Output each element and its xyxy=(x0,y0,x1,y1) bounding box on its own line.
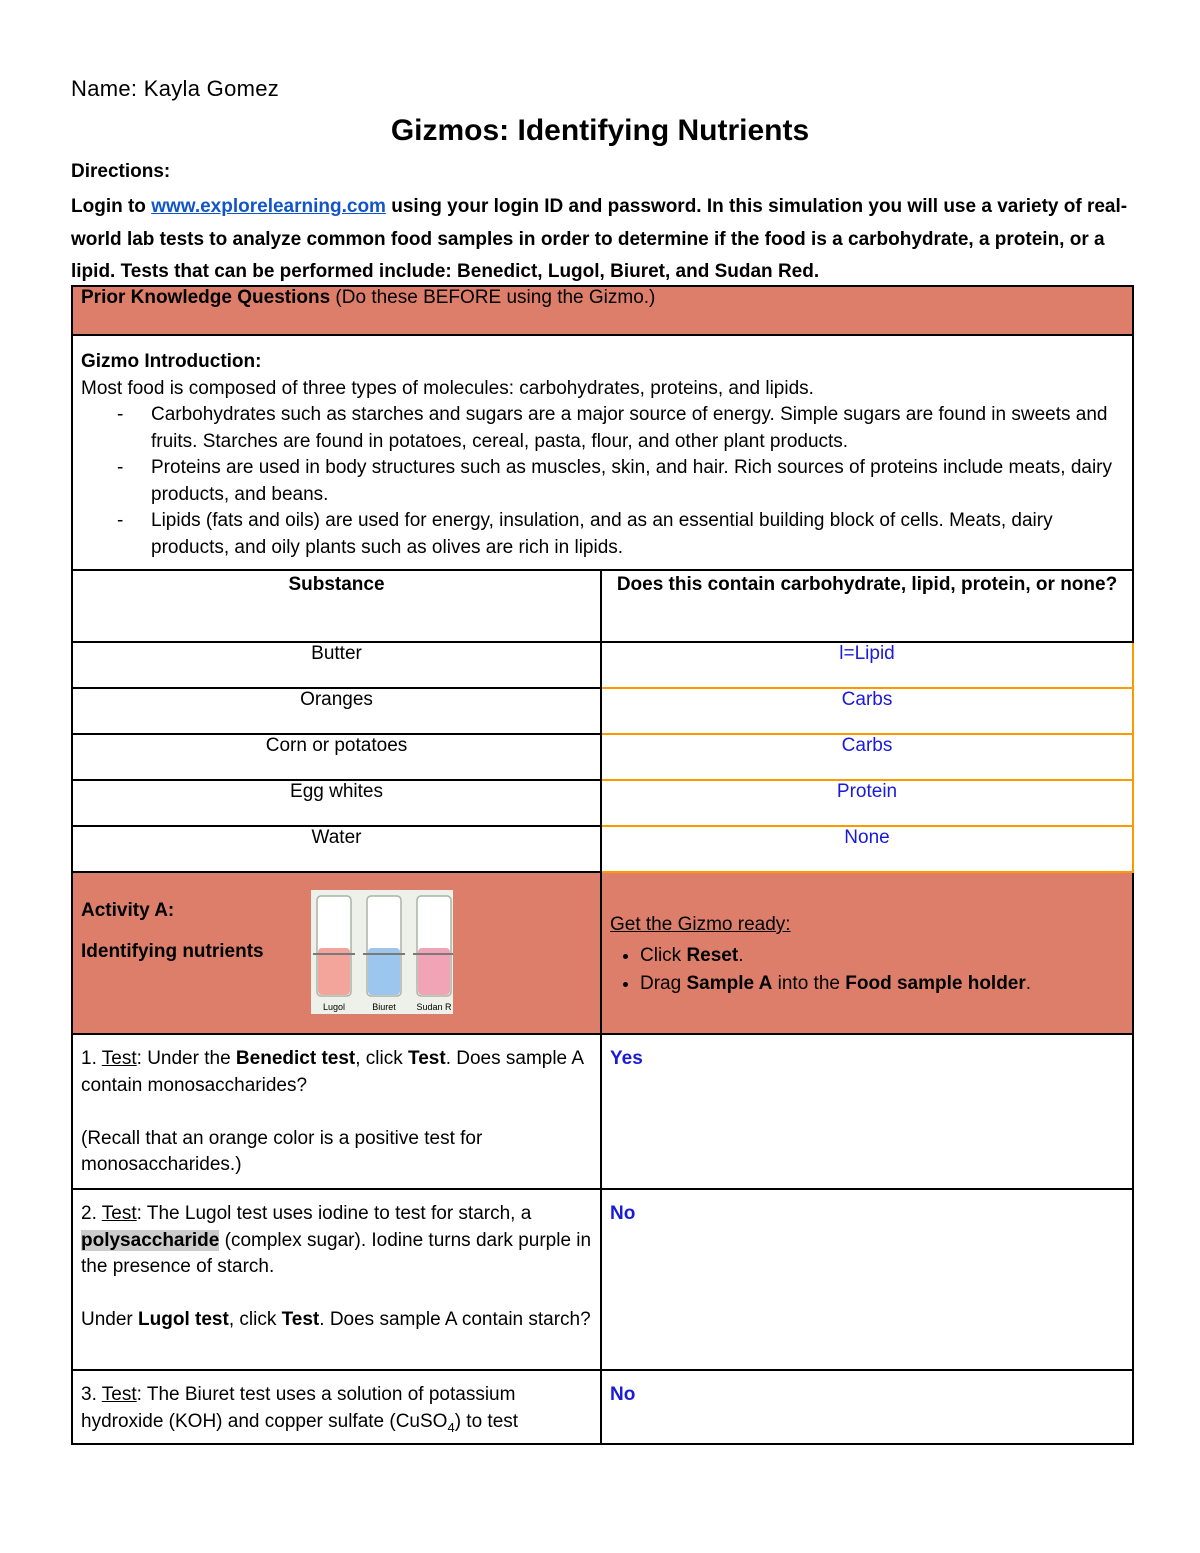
intro-heading: Gizmo Introduction: xyxy=(81,351,262,372)
substance-cell: Corn or potatoes xyxy=(72,734,601,780)
directions-label: Directions: xyxy=(71,161,171,182)
student-name: Kayla Gomez xyxy=(143,76,280,101)
table-row xyxy=(72,780,1133,826)
directions-post: using your login ID and password. In this simulation you will use a variety of real-world lab tests to analyze common food samples in order to determine if the food is a carbohydrate, a protein, or a lipid. Tests that can be performed include: Benedict, Lugol, Biuret, and Sudan Red. xyxy=(71,196,1128,282)
tube-label-lugol: Lugol xyxy=(322,1002,346,1012)
gizmo-introduction xyxy=(72,335,1133,570)
question-3-row xyxy=(72,1370,1133,1444)
intro-bullet-list xyxy=(81,402,1124,561)
table-row xyxy=(72,734,1133,780)
question-1-row xyxy=(72,1034,1133,1189)
get-gizmo-ready-cell xyxy=(601,872,1133,1034)
substance-table-header xyxy=(72,570,1133,642)
intro-row xyxy=(72,335,1133,570)
question-3-prompt: 3. Test: The Biuret test uses a solution of potassium hydroxide (KOH) and copper sulfate (CuSO$_4$) to test xyxy=(72,1370,601,1444)
prior-knowledge-note: (Do these BEFORE using the Gizmo.) xyxy=(330,287,656,308)
tube-label-biuret: Biuret xyxy=(372,1002,396,1012)
student-name-line xyxy=(71,76,279,102)
intro-bullet-lipids: - Lipids (fats and oils) are used for energy, insulation, and as an essential building block of cells. Meats, dairy products, and oily plants such as olives are rich in lipids. xyxy=(81,508,1124,561)
gizmo-ready-steps xyxy=(610,942,1124,998)
table-row xyxy=(72,826,1133,872)
directions-text xyxy=(71,191,1133,289)
step-drag-sample-a: • Drag Sample A into the Food sample holder. xyxy=(640,970,1124,998)
question-1-note: (Recall that an orange color is a positive test for monosaccharides.) xyxy=(81,1127,483,1175)
answer-cell[interactable]: l=Lipid xyxy=(601,642,1133,688)
activity-a-title xyxy=(81,890,264,972)
activity-a-subtitle: Identifying nutrients xyxy=(81,941,264,962)
substance-cell: Oranges xyxy=(72,688,601,734)
question-1-answer[interactable]: Yes xyxy=(601,1034,1133,1189)
answer-cell[interactable]: Protein xyxy=(601,780,1133,826)
intro-bullet-carbohydrates: - Carbohydrates such as starches and sugars are a major source of energy. Simple sugars are found in sweets and fruits. Starches are found in potatoes, cereal, pasta, flour, and other plant products. xyxy=(81,402,1124,455)
intro-bullet-proteins: - Proteins are used in body structures such as muscles, skin, and hair. Rich sources of proteins include meats, dairy products, and beans. xyxy=(81,455,1124,508)
prior-knowledge-header xyxy=(72,286,1133,335)
substance-column-header: Substance xyxy=(72,570,601,642)
prior-knowledge-row xyxy=(72,286,1133,335)
table-row xyxy=(72,642,1133,688)
worksheet-table xyxy=(71,285,1134,1445)
contains-column-header: Does this contain carbohydrate, lipid, protein, or none? xyxy=(601,570,1133,642)
table-row xyxy=(72,688,1133,734)
question-2-row xyxy=(72,1189,1133,1370)
question-3-answer[interactable]: No xyxy=(601,1370,1133,1444)
directions-pre: Login to xyxy=(71,196,152,217)
activity-a-label: Activity A: xyxy=(81,900,175,921)
question-1-prompt: 1. Test: Under the Benedict test, click Test. Does sample A contain monosaccharides? (Recall that an orange color is a positive test for monosaccharides.) xyxy=(72,1034,601,1189)
explorelearning-link[interactable]: www.explorelearning.com xyxy=(151,196,386,217)
tube-label-sudan: Sudan R xyxy=(416,1002,452,1012)
page-title: Gizmos: Identifying Nutrients xyxy=(390,114,810,147)
intro-lead: Most food is composed of three types of molecules: carbohydrates, proteins, and lipids. xyxy=(81,377,814,399)
test-tubes-image xyxy=(311,890,453,1014)
answer-cell[interactable]: None xyxy=(601,826,1133,872)
activity-a-row xyxy=(72,872,1133,1034)
substance-cell: Water xyxy=(72,826,601,872)
polysaccharide-highlight: polysaccharide xyxy=(81,1229,220,1251)
answer-cell[interactable]: Carbs xyxy=(601,734,1133,780)
activity-a-title-cell xyxy=(72,872,601,1034)
question-2-prompt: 2. Test: The Lugol test uses iodine to test for starch, a polysaccharide (complex sugar). Iodine turns dark purple in the presence of starch. Under Lugol test, click Test. Does sample A contain starch? xyxy=(72,1189,601,1370)
name-label: Name: xyxy=(71,76,138,101)
question-2-answer[interactable]: No xyxy=(601,1189,1133,1370)
substance-cell: Egg whites xyxy=(72,780,601,826)
answer-cell[interactable]: Carbs xyxy=(601,688,1133,734)
get-gizmo-ready-label: Get the Gizmo ready: xyxy=(610,914,791,935)
step-click-reset: • Click Reset. xyxy=(640,942,1124,970)
prior-knowledge-title: Prior Knowledge Questions xyxy=(81,287,331,308)
substance-cell: Butter xyxy=(72,642,601,688)
